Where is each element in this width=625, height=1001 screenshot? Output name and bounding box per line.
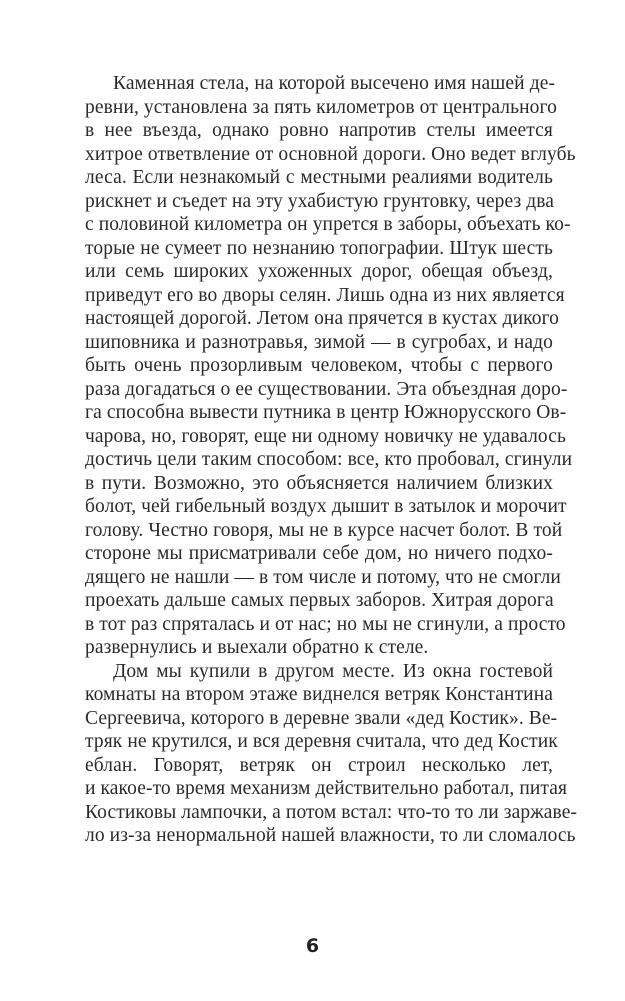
text-line: в тот раз спряталась и от нас; но мы не сгинули, а просто bbox=[85, 613, 566, 635]
text-line: шиповника и разнотравья, зимой — в сугробах, и надо bbox=[85, 331, 553, 353]
text-line: с половиной километра он упрется в заборы, объехать ко- bbox=[85, 214, 571, 235]
text-line: проехать дальше самых первых заборов. Хитрая дорога bbox=[85, 590, 554, 611]
text-line: ло из-за ненормальной нашей влажности, то ли сломалось bbox=[85, 825, 576, 846]
text-line: дящего не нашли — в том числе и потому, что не смогли bbox=[85, 566, 561, 588]
text-line: комнаты на втором этаже виднелся ветряк Константина bbox=[85, 684, 553, 705]
text-line: ревни, установлена за пять километров от центрального bbox=[85, 96, 557, 118]
text-line: хитрое ответвление от основной дороги. Оно ведет вглубь bbox=[85, 143, 576, 165]
text-line: развернулись и выехали обратно к стеле. bbox=[85, 637, 429, 658]
text-line: тряк не крутился, и вся деревня считала, что дед Костик bbox=[85, 731, 558, 752]
text-line: и какое-то время механизм действительно работал, питая bbox=[85, 778, 568, 799]
text-line: чарова, но, говорят, еще ни одному новичку не удавалось bbox=[85, 425, 567, 447]
text-line: торые не сумеет по незнанию топографии. Штук шесть bbox=[85, 237, 553, 259]
text-line: голову. Честно говоря, мы не в курсе насчет болот. В той bbox=[85, 519, 563, 541]
text-line: Костиковы лампочки, а потом встал: что-то то ли заржаве- bbox=[85, 801, 578, 823]
text-line: приведут его во дворы селян. Лишь одна из них является bbox=[85, 284, 565, 306]
text-line: в нее въезда, однако ровно напротив стелы имеется bbox=[85, 120, 553, 141]
text-line: быть очень прозорливым человеком, чтобы с первого bbox=[85, 355, 553, 376]
text-line: га способна вывести путника в центр Южнорусского Ов- bbox=[85, 402, 567, 423]
text-line: рискнет и съедет на эту ухабистую грунтовку, через два bbox=[85, 190, 555, 212]
text-line: раза догадаться о ее существовании. Эта объездная доро- bbox=[85, 378, 568, 400]
text-line: Дом мы купили в другом месте. Из окна гостевой bbox=[113, 660, 553, 682]
page-body-text bbox=[85, 72, 578, 848]
text-line: Каменная стела, на которой высечено имя нашей де- bbox=[113, 73, 556, 94]
text-line: стороне мы присматривали себе дом, но ничего подхо- bbox=[85, 543, 553, 564]
text-line: в пути. Возможно, это объясняется наличием близких bbox=[85, 472, 553, 494]
text-line: или семь широких ухоженных дорог, обещая объезд, bbox=[85, 261, 553, 282]
text-line: Сергеевича, которого в деревне звали «дед Костик». Ве- bbox=[85, 707, 558, 729]
text-line: леса. Если незнакомый с местными реалиями водитель bbox=[85, 167, 553, 188]
text-line: болот, чей гибельный воздух дышит в затылок и морочит bbox=[85, 496, 567, 517]
text-line: настоящей дорогой. Летом она прячется в кустах дикого bbox=[85, 308, 560, 329]
text-line: еблан. Говорят, ветряк он строил несколько лет, bbox=[85, 754, 553, 776]
page-number: 6 bbox=[305, 935, 320, 957]
text-line: достичь цели таким способом: все, кто пробовал, сгинули bbox=[85, 449, 573, 470]
